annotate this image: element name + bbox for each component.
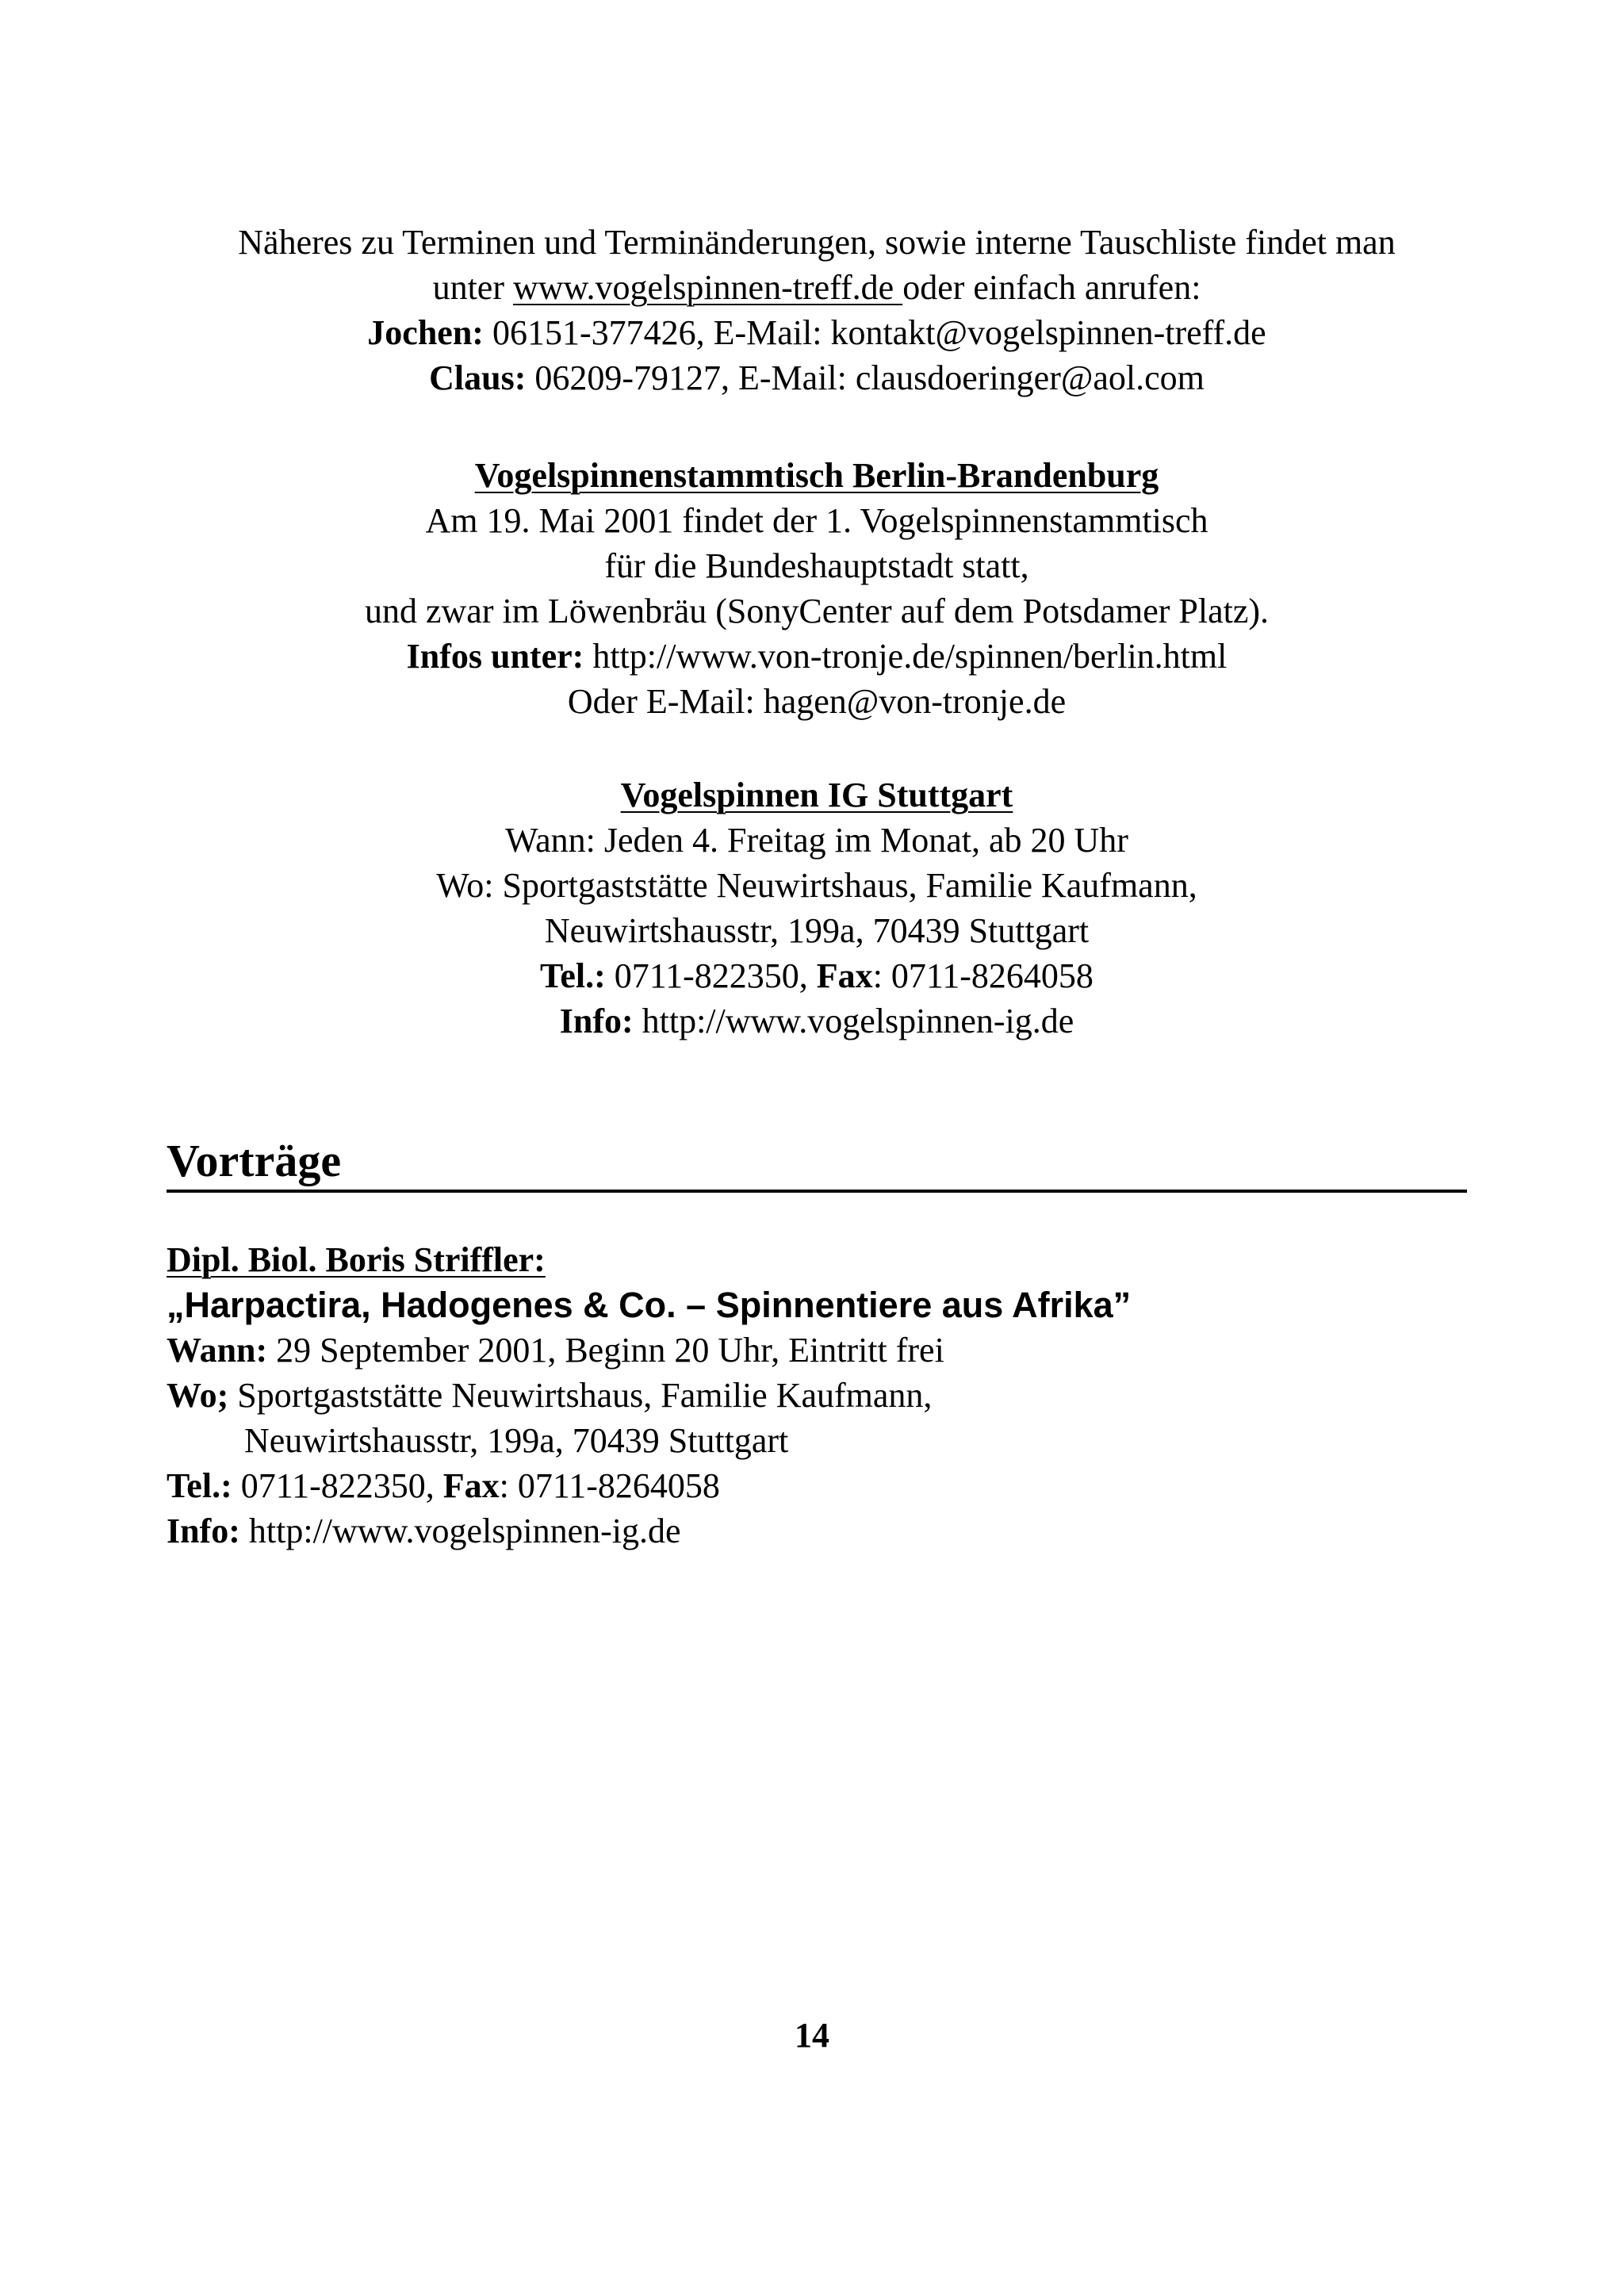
berlin-line-1: Am 19. Mai 2001 findet der 1. Vogelspinnenstammtisch bbox=[425, 501, 1208, 540]
claus-text: 06209-79127, E-Mail: clausdoeringer@aol.com bbox=[526, 358, 1205, 397]
talk-fax-label: Fax bbox=[442, 1466, 500, 1505]
berlin-line-3: und zwar im Löwenbräu (SonyCenter auf dem Potsdamer Platz). bbox=[364, 592, 1270, 630]
talk-section bbox=[167, 1237, 1467, 1554]
stuttgart-section bbox=[167, 772, 1467, 1044]
stuttgart-tel-text: 0711-822350, bbox=[605, 956, 817, 995]
talk-speaker: Dipl. Biol. Boris Striffler: bbox=[167, 1240, 546, 1279]
stuttgart-info bbox=[167, 998, 1467, 1044]
stuttgart-fax-label: Fax bbox=[816, 956, 873, 995]
intro-line-1: Näheres zu Terminen und Terminänderungen, sowie interne Tauschliste findet man bbox=[238, 223, 1396, 262]
stuttgart-heading: Vogelspinnen IG Stuttgart bbox=[620, 776, 1013, 814]
intro-section bbox=[167, 220, 1467, 400]
berlin-infos-label: Infos unter: bbox=[406, 637, 584, 676]
talk-tel-fax bbox=[167, 1463, 1467, 1508]
stuttgart-address: Neuwirtshausstr, 199a, 70439 Stuttgart bbox=[544, 911, 1090, 950]
talk-title: „Harpactira, Hadogenes & Co. – Spinnentiere aus Afrika” bbox=[167, 1285, 1132, 1325]
talk-info bbox=[167, 1508, 1467, 1554]
berlin-heading: Vogelspinnenstammtisch Berlin-Brandenburg bbox=[474, 456, 1159, 495]
talk-info-label: Info: bbox=[167, 1511, 240, 1550]
jochen-text: 06151-377426, E-Mail: kontakt@vogelspinnen-treff.de bbox=[483, 313, 1266, 352]
talk-when-text: 29 September 2001, Beginn 20 Uhr, Eintritt frei bbox=[267, 1331, 944, 1370]
talk-address: Neuwirtshausstr, 199a, 70439 Stuttgart bbox=[244, 1421, 789, 1460]
talk-where bbox=[167, 1373, 1467, 1418]
talk-when bbox=[167, 1328, 1467, 1373]
intro-line-2-prefix: unter bbox=[432, 268, 513, 307]
stuttgart-tel-fax bbox=[167, 953, 1467, 998]
talk-fax-text: : 0711-8264058 bbox=[499, 1466, 720, 1505]
jochen-contact bbox=[167, 310, 1467, 355]
talk-where-text: Sportgaststätte Neuwirtshaus, Familie Kaufmann, bbox=[228, 1376, 933, 1415]
talk-tel-label: Tel.: bbox=[167, 1466, 232, 1505]
intro-line-2-suffix: oder einfach anrufen: bbox=[902, 268, 1201, 307]
berlin-section bbox=[167, 453, 1467, 724]
stuttgart-tel-label: Tel.: bbox=[540, 956, 606, 995]
vortraege-heading: Vorträge bbox=[167, 1132, 1467, 1193]
intro-line-2 bbox=[167, 265, 1467, 310]
stuttgart-info-label: Info: bbox=[559, 1002, 634, 1040]
jochen-label: Jochen: bbox=[367, 313, 484, 352]
stuttgart-info-text: http://www.vogelspinnen-ig.de bbox=[633, 1002, 1074, 1040]
vogelspinnen-treff-link[interactable]: www.vogelspinnen-treff.de bbox=[512, 268, 903, 307]
stuttgart-fax-text: : 0711-8264058 bbox=[872, 956, 1094, 995]
stuttgart-when: Wann: Jeden 4. Freitag im Monat, ab 20 Uhr bbox=[505, 821, 1128, 860]
claus-label: Claus: bbox=[429, 358, 527, 397]
page-number: 14 bbox=[795, 2016, 829, 2055]
berlin-email: Oder E-Mail: hagen@von-tronje.de bbox=[567, 682, 1067, 721]
talk-where-label: Wo; bbox=[167, 1376, 229, 1415]
talk-tel-text: 0711-822350, bbox=[232, 1466, 443, 1505]
talk-info-text: http://www.vogelspinnen-ig.de bbox=[239, 1511, 681, 1550]
talk-when-label: Wann: bbox=[167, 1331, 268, 1370]
berlin-infos bbox=[167, 634, 1467, 679]
berlin-line-2: für die Bundeshauptstadt statt, bbox=[604, 546, 1029, 585]
stuttgart-where: Wo: Sportgaststätte Neuwirtshaus, Familie Kaufmann, bbox=[436, 866, 1197, 905]
berlin-infos-text: http://www.von-tronje.de/spinnen/berlin.html bbox=[584, 637, 1228, 676]
claus-contact bbox=[167, 355, 1467, 400]
